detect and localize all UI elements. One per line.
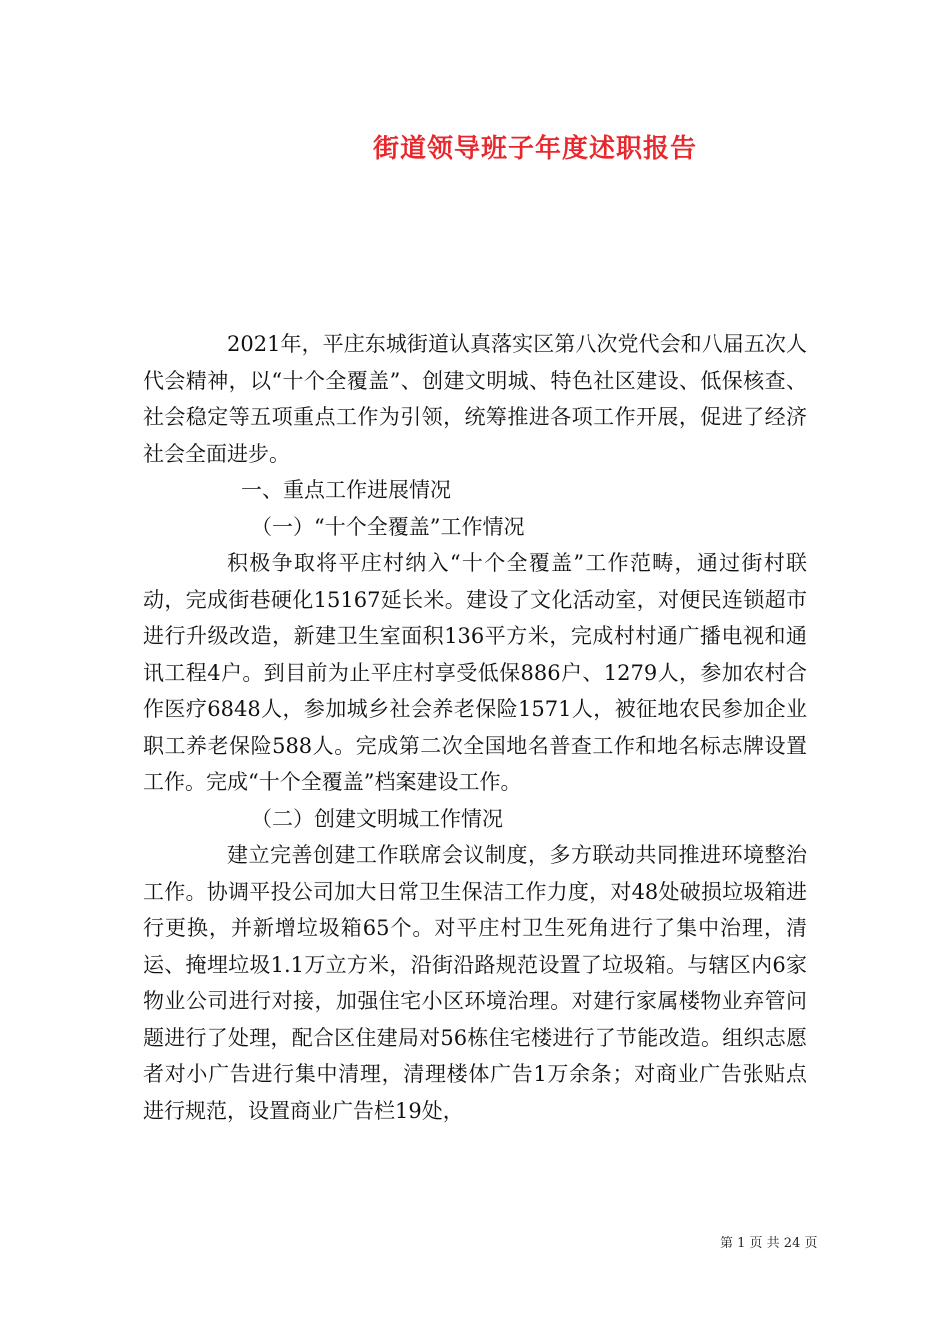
page-number: 第 1 页 共 24 页 [720, 1236, 818, 1251]
document-body [143, 326, 807, 1129]
subsection-heading-2: （二）创建文明城工作情况 [251, 806, 503, 831]
subsection-paragraph-2: 建立完善创建工作联席会议制度，多方联动共同推进环境整治工作。协调平投公司加大日常卫生保洁工作力度，对48处破损垃圾箱进行更换，并新增垃圾箱65个。对平庄村卫生死角进行了集中治理，清运、掩埋垃圾1.1万立方米，沿街沿路规范设置了垃圾箱。与辖区内6家物业公司进行对接，加强住宅小区环境治理。对建行家属楼物业弃管问题进行了处理，配合区住建局对56栋住宅楼进行了节能改造。组织志愿者对小广告进行集中清理，清理楼体广告1万余条；对商业广告张贴点进行规范，设置商业广告栏19处， [143, 843, 807, 1123]
document-title: 街道领导班子年度述职报告 [372, 134, 697, 164]
intro-paragraph: 2021年，平庄东城街道认真落实区第八次党代会和八届五次人代会精神，以“十个全覆盖”、创建文明城、特色社区建设、低保核查、社会稳定等五项重点工作为引领，统筹推进各项工作开展，促进了经济社会全面进步。 [143, 332, 807, 466]
subsection-heading-1: （一）“十个全覆盖”工作情况 [251, 514, 525, 539]
section-heading-1: 一、重点工作进展情况 [241, 478, 451, 502]
subsection-paragraph-1: 积极争取将平庄村纳入“十个全覆盖”工作范畴，通过街村联动，完成街巷硬化15167延长米。建设了文化活动室，对便民连锁超市进行升级改造，新建卫生室面积136平方米，完成村村通广播电视和通讯工程4户。到目前为止平庄村享受低保886户、1279人，参加农村合作医疗6848人，参加城乡社会养老保险1571人，被征地农民参加企业职工养老保险588人。完成第二次全国地名普查工作和地名标志牌设置工作。完成“十个全覆盖”档案建设工作。 [143, 551, 807, 794]
